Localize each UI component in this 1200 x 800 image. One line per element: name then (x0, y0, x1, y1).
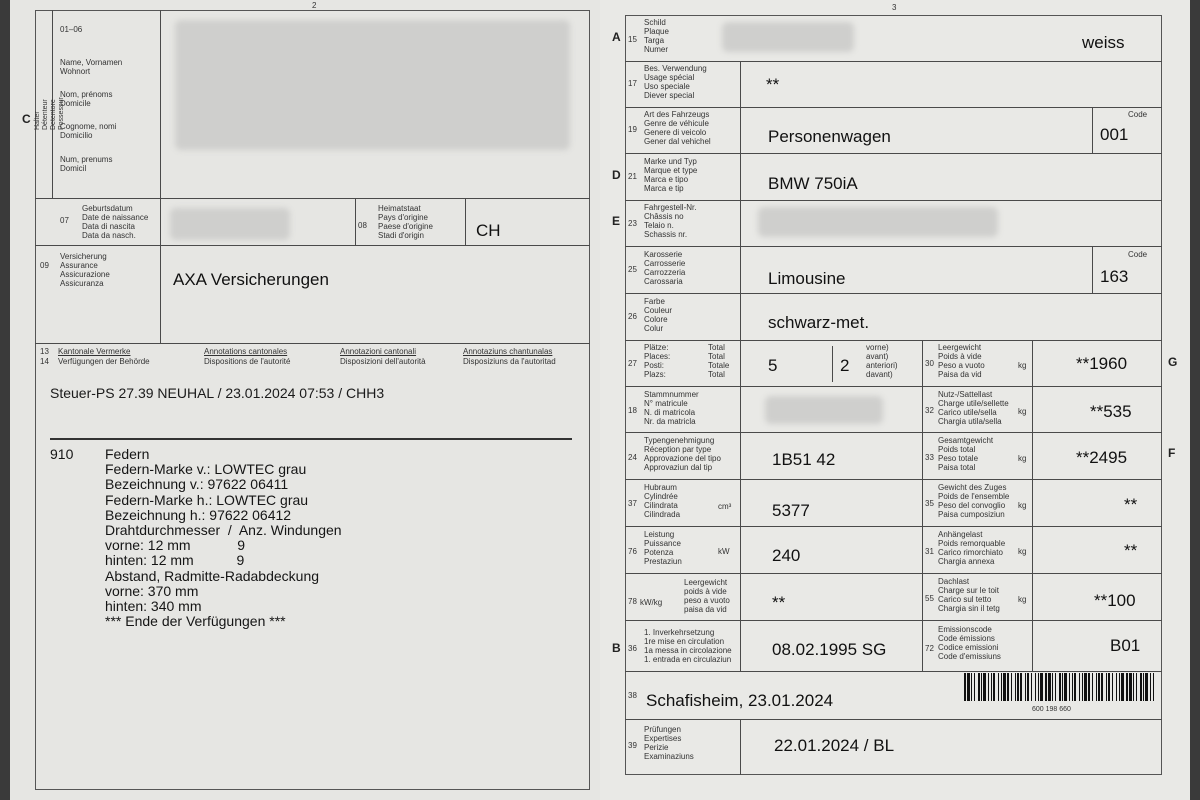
section-letter-g: G (1168, 355, 1178, 369)
holder-vertical-label: Halter Détenteur Detentore Possessur (34, 97, 65, 130)
remarks-header-de: Kantonale Vermerke (58, 347, 131, 356)
displacement-label: Hubraum Cylindrée Cilindrata Cilindrada (644, 483, 681, 519)
total-weight-value: **2495 (1076, 448, 1128, 467)
empty-weight-unit: kg (1018, 361, 1027, 370)
field-14-number: 14 (40, 357, 49, 366)
power-weight-value: ** (772, 593, 786, 612)
field-76-number: 76 (628, 547, 637, 556)
body-label: Karosserie Carrosserie Carrozzeria Carossaria (644, 250, 686, 286)
field-36-number: 36 (628, 644, 637, 653)
make-model-label: Marke und Typ Marque et type Marca e tipo Marca e tip (644, 157, 698, 193)
body-code: 163 (1100, 267, 1129, 286)
field-19-number: 19 (628, 125, 637, 134)
code-910: 910 (50, 446, 74, 462)
vehicle-type-code: 001 (1100, 125, 1129, 144)
issue-place-date-value: Schafisheim, 23.01.2024 (646, 691, 834, 710)
section-letter-c: C (22, 112, 31, 126)
redacted-birthdate (170, 208, 290, 240)
federn-disposition-text: Federn Federn-Marke v.: LOWTEC grau Bezeichnung v.: 97622 06411 Federn-Marke h.: LOWTEC grau Bezeichnung h.: 97622 06412 Drahtdurchmesser / Anz. Windungen vorne: 12 mm 9 hinten: 12 mm 9 Abstand, Radmitte-Radabdeckung vorne: 370 mm hinten: 340 mm *** Ende der Verfügungen *** (105, 446, 342, 630)
color-label: Farbe Couleur Colore Colur (644, 297, 673, 333)
section-letter-a: A (612, 30, 621, 44)
payload-unit: kg (1018, 407, 1027, 416)
origin-label: Heimatstaat Pays d'origine Paese d'origine Stadi d'origin (378, 204, 433, 240)
field-32-number: 32 (925, 406, 934, 415)
section-letter-d: D (612, 168, 621, 182)
field-39-number: 39 (628, 741, 637, 750)
towing-value: ** (1124, 541, 1138, 560)
field-37-number: 37 (628, 499, 637, 508)
barcode-number: 600 198 660 (1032, 706, 1071, 713)
origin-value: CH (476, 221, 501, 240)
emission-code-value: B01 (1110, 636, 1141, 655)
displacement-value: 5377 (772, 501, 810, 520)
plate-color-value: weiss (1082, 33, 1125, 52)
payload-value: **535 (1090, 402, 1132, 421)
remarks-header-fr: Annotations cantonales (204, 347, 288, 356)
remarks-sub-de: Verfügungen der Behörde (58, 357, 150, 366)
section-letter-b: B (612, 641, 621, 655)
body-value: Limousine (768, 269, 846, 288)
redacted-base-number (765, 396, 883, 424)
num-label: Num, prenums Domicil (60, 155, 113, 173)
steuer-ps-line: Steuer-PS 27.39 NEUHAL / 23.01.2024 07:53 / CHH3 (50, 385, 385, 401)
remarks-header-rm: Annotaziuns chantunalas (463, 347, 553, 356)
page-number-right: 3 (892, 3, 897, 12)
seats-front-value: 2 (840, 356, 850, 375)
field-25-number: 25 (628, 265, 637, 274)
insurance-value: AXA Versicherungen (173, 270, 329, 289)
field-01-06-number: 01–06 (60, 25, 83, 34)
seats-total-value: 5 (768, 356, 778, 375)
field-31-number: 31 (925, 547, 934, 556)
redacted-plate-number (722, 22, 854, 52)
power-unit: kW (718, 547, 730, 556)
towing-label: Anhängelast Poids remorquable Carico rimorchiato Chargia annexa (938, 530, 1006, 566)
remarks-header-it: Annotazioni cantonali (340, 347, 417, 356)
plate-label: Schild Plaque Targa Numer (644, 18, 669, 54)
field-35-number: 35 (925, 499, 934, 508)
barcode-icon (962, 671, 1158, 705)
birthdate-label: Geburtsdatum Date de naissance Data di nascita Data da nasch. (82, 204, 149, 240)
payload-label: Nutz-/Sattellast Charge utile/sellette Carico utile/sella Chargia utila/sella (938, 390, 1009, 426)
section-letter-f: F (1168, 446, 1176, 460)
remarks-sub-fr: Dispositions de l'autorité (204, 357, 291, 366)
field-09-number: 09 (40, 261, 49, 270)
total-weight-label: Gesamtgewicht Poids total Peso totale Paisa total (938, 436, 994, 472)
page-number-left: 2 (312, 1, 317, 10)
field-27-number: 27 (628, 359, 637, 368)
remarks-sub-it: Disposizioni dell'autorità (340, 357, 426, 366)
nom-label: Nom, prénoms Domicile (60, 90, 113, 108)
displacement-unit: cm³ (718, 502, 732, 511)
first-registration-label: 1. Inverkehrsetzung 1re mise en circulation 1a messa in circolazione 1. entrada en circulaziun (644, 628, 732, 664)
right-page (600, 0, 1190, 800)
field-55-number: 55 (925, 594, 934, 603)
field-72-number: 72 (925, 644, 934, 653)
vehicle-type-value: Personenwagen (768, 127, 891, 146)
field-17-number: 17 (628, 79, 637, 88)
power-weight-label: Leergewicht poids à vide peso a vuoto paisa da vid (684, 578, 730, 614)
power-weight-unit: kW/kg (640, 598, 663, 607)
left-page (10, 0, 600, 800)
empty-weight-label: Leergewicht Poids à vide Peso a vuoto Paisa da vid (938, 343, 985, 379)
field-18-number: 18 (628, 406, 637, 415)
field-26-number: 26 (628, 312, 637, 321)
special-use-value: ** (766, 75, 780, 94)
first-registration-value: 08.02.1995 SG (772, 640, 887, 659)
remarks-sub-rm: Disposiziuns da l'autoritad (463, 357, 556, 366)
redacted-chassis-number (758, 207, 998, 237)
type-approval-label: Typengenehmigung Réception par type Approvazione del tipo Approvaziun dal tip (644, 436, 721, 472)
redacted-holder-name (175, 20, 570, 150)
vehicle-type-code-label: Code (1128, 110, 1148, 119)
field-78-number: 78 (628, 597, 637, 606)
insurance-label: Versicherung Assurance Assicurazione Assicuranza (60, 252, 110, 288)
field-13-number: 13 (40, 347, 49, 356)
inspection-label: Prüfungen Expertises Perizie Examinaziuns (644, 725, 694, 761)
section-letter-e: E (612, 214, 621, 228)
field-08-number: 08 (358, 221, 367, 230)
inspection-value: 22.01.2024 / BL (774, 736, 895, 755)
power-label: Leistung Puissance Potenza Prestaziun (644, 530, 682, 566)
field-15-number: 15 (628, 35, 637, 44)
field-38-number: 38 (628, 691, 637, 700)
roof-load-label: Dachlast Charge sur le toit Carico sul tetto Chargia sin il tetg (938, 577, 1000, 613)
towing-unit: kg (1018, 547, 1027, 556)
special-use-label: Bes. Verwendung Usage spécial Uso speciale Diever special (644, 64, 707, 100)
color-value: schwarz-met. (768, 313, 870, 332)
body-code-label: Code (1128, 250, 1148, 259)
total-weight-unit: kg (1018, 454, 1027, 463)
field-30-number: 30 (925, 359, 934, 368)
vehicle-type-label: Art des Fahrzeugs Genre de véhicule Genere di veicolo Gener dal vehichel (644, 110, 711, 146)
cognome-label: Cognome, nomi Domicilio (60, 122, 117, 140)
seats-front-label: vorne) avant) anteriori) davant) (866, 343, 898, 379)
field-21-number: 21 (628, 172, 637, 181)
field-23-number: 23 (628, 219, 637, 228)
emission-code-label: Emissionscode Code émissions Codice emissioni Code d'emissiuns (938, 625, 1001, 661)
seats-total-label: Total Total Totale Total (708, 343, 730, 379)
make-model-value: BMW 750iA (768, 174, 858, 193)
field-33-number: 33 (925, 453, 934, 462)
seats-label: Plätze: Places: Posti: Plazs: (644, 343, 671, 379)
roof-load-value: **100 (1094, 591, 1136, 610)
train-weight-unit: kg (1018, 501, 1027, 510)
chassis-label: Fahrgestell-Nr. Châssis no Telaio n. Schassis nr. (644, 203, 697, 239)
empty-weight-value: **1960 (1076, 354, 1128, 373)
train-weight-value: ** (1124, 495, 1138, 514)
name-label: Name, Vornamen Wohnort (60, 58, 123, 76)
field-07-number: 07 (60, 216, 69, 225)
train-weight-label: Gewicht des Zuges Poids de l'ensemble Peso del convoglio Paisa cumposiziun (938, 483, 1010, 519)
base-number-label: Stammnummer N° matricule N. di matricola Nr. da matricla (644, 390, 699, 426)
roof-load-unit: kg (1018, 595, 1027, 604)
type-approval-value: 1B51 42 (772, 450, 836, 469)
power-value: 240 (772, 546, 801, 565)
field-24-number: 24 (628, 453, 637, 462)
